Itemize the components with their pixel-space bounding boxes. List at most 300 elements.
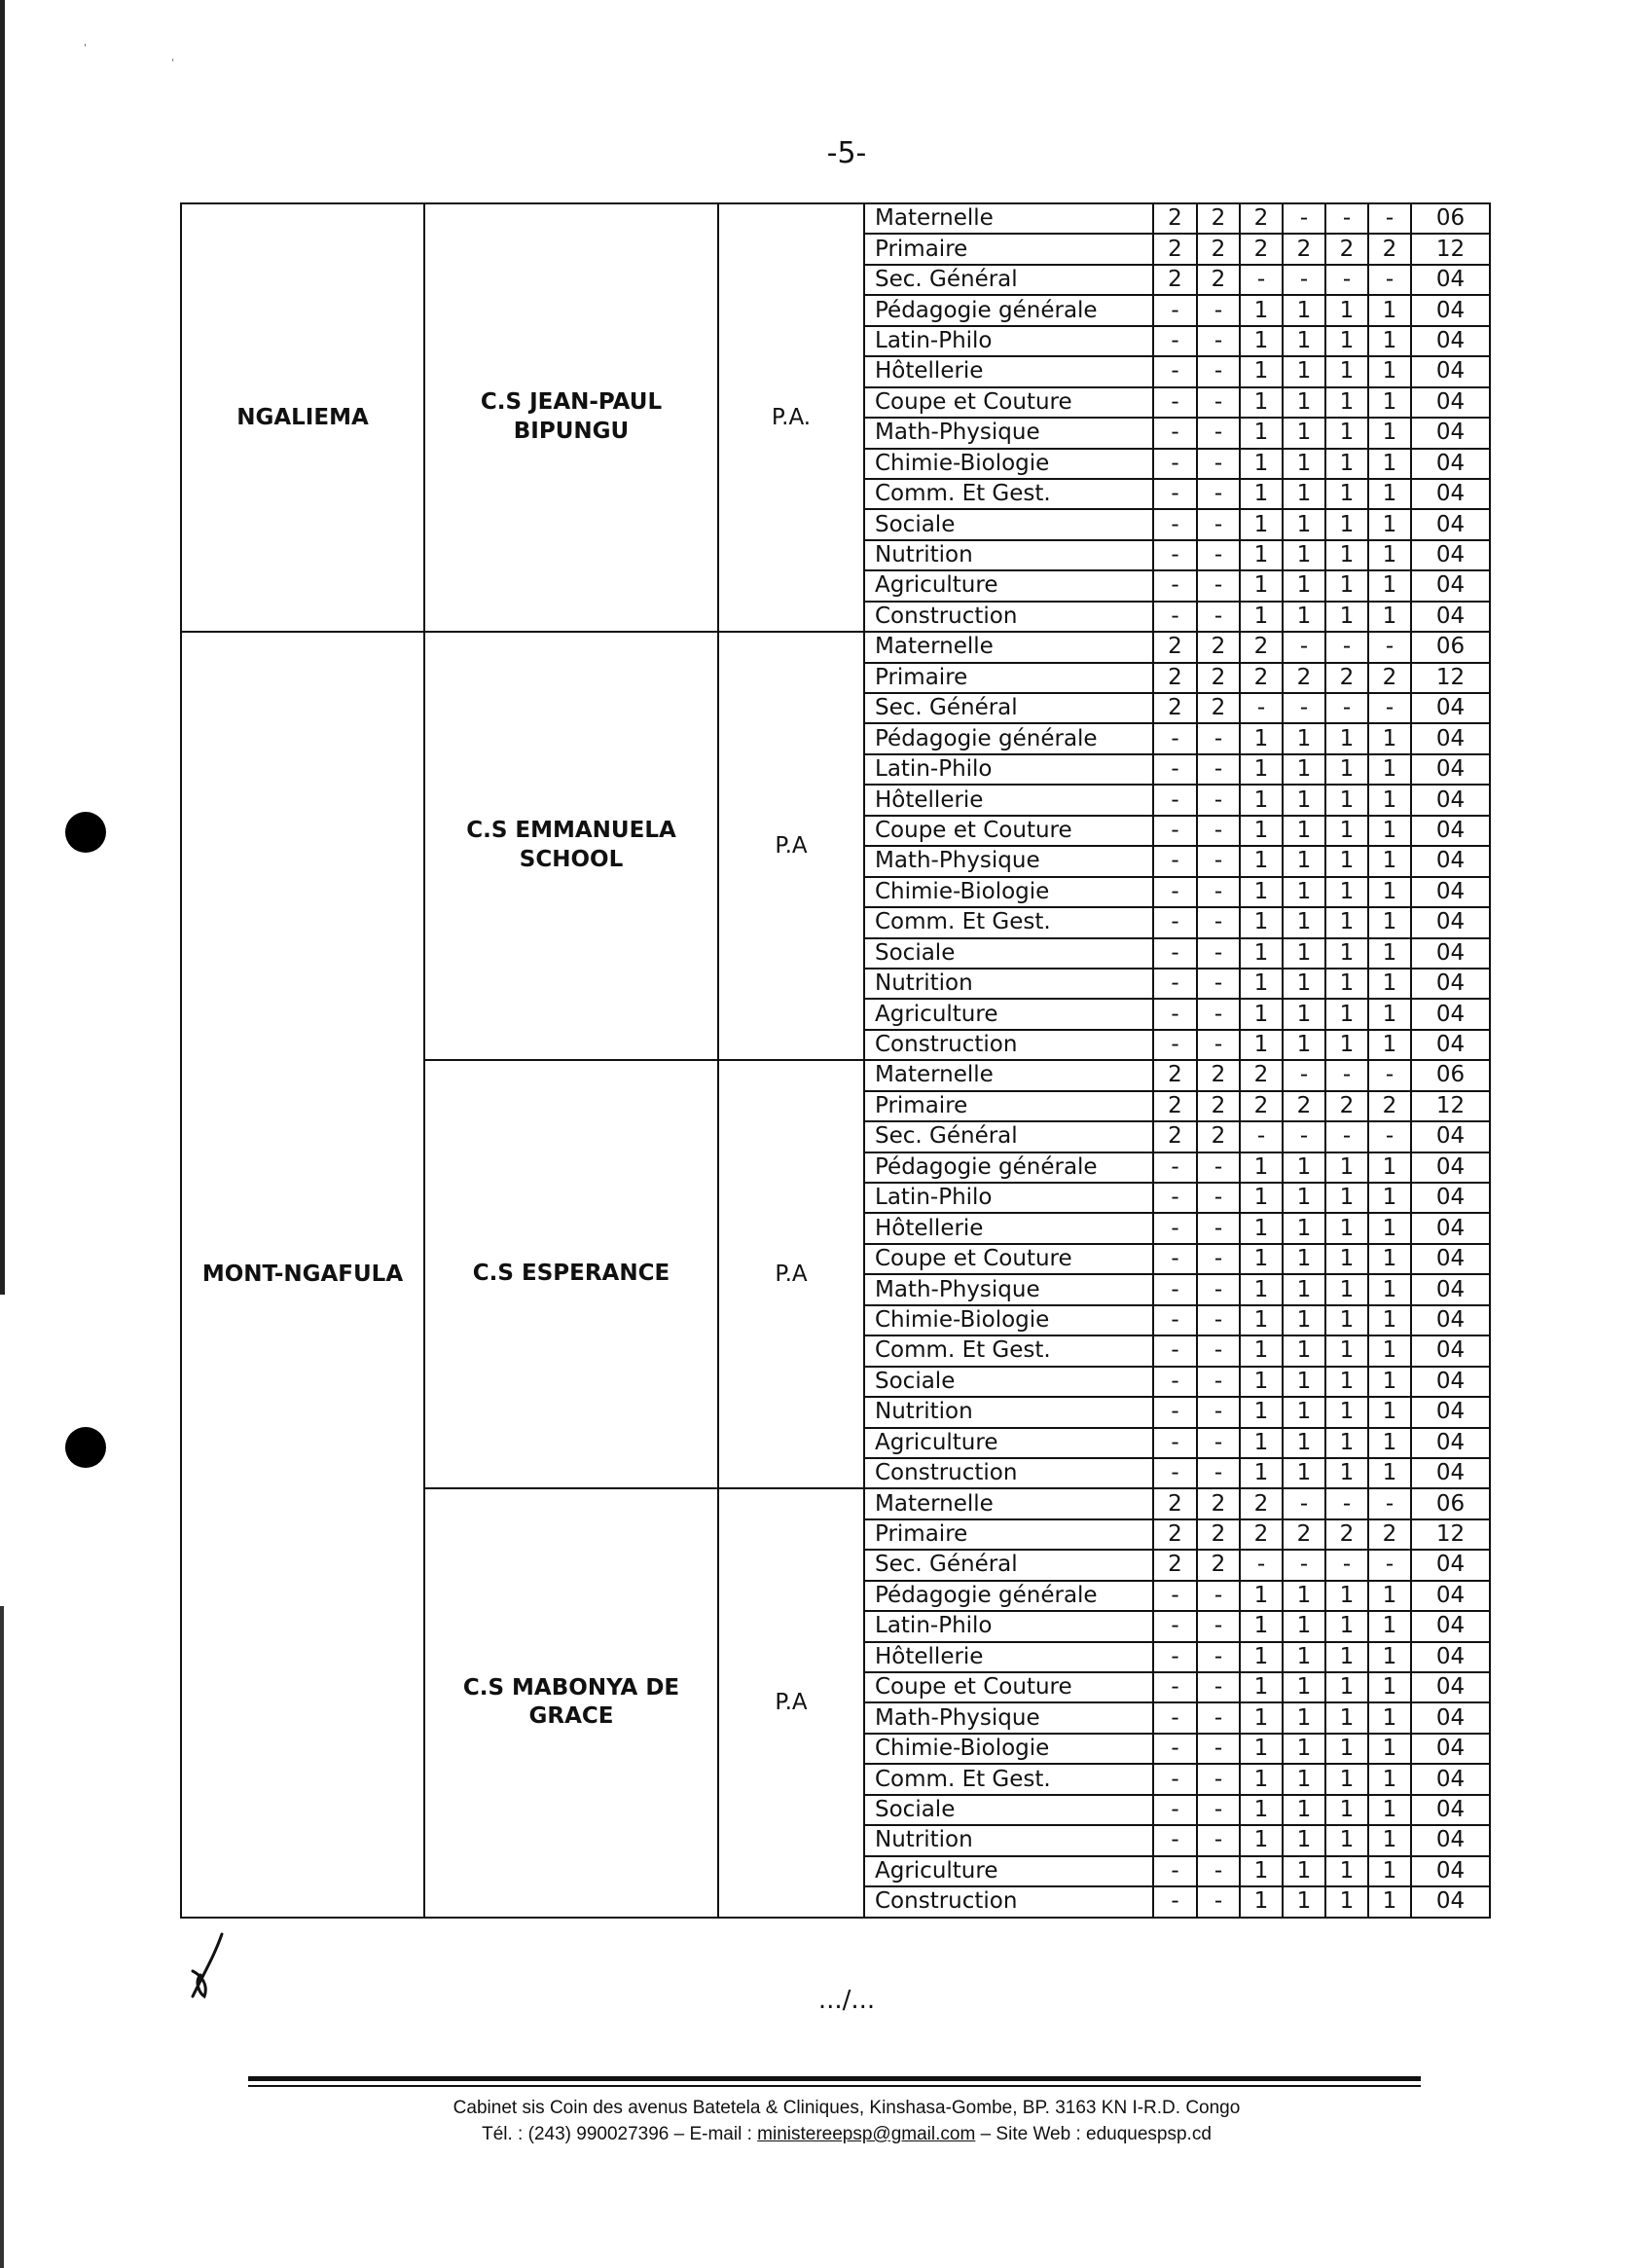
class-count: 1: [1368, 1397, 1411, 1427]
total-count: 04: [1411, 540, 1490, 570]
class-count: 1: [1283, 449, 1325, 479]
class-count: 1: [1325, 1611, 1368, 1641]
class-count: 1: [1283, 1305, 1325, 1335]
class-count: 1: [1240, 1152, 1283, 1183]
class-count: -: [1153, 1428, 1197, 1458]
school-regime: P.A: [718, 1488, 864, 1917]
class-count: -: [1240, 265, 1283, 295]
subject-name: Coupe et Couture: [864, 387, 1153, 418]
class-count: 1: [1283, 1764, 1325, 1794]
subject-name: Chimie-Biologie: [864, 449, 1153, 479]
footer-site-label: – Site Web :: [975, 2124, 1086, 2144]
class-count: 2: [1153, 1519, 1197, 1550]
class-count: 1: [1325, 1030, 1368, 1060]
subject-name: Nutrition: [864, 1825, 1153, 1855]
total-count: 04: [1411, 1244, 1490, 1274]
class-count: -: [1197, 969, 1240, 999]
class-count: 1: [1368, 846, 1411, 876]
class-count: 1: [1325, 1795, 1368, 1825]
class-count: -: [1153, 570, 1197, 601]
subject-name: Maternelle: [864, 203, 1153, 234]
total-count: 04: [1411, 1213, 1490, 1243]
class-count: -: [1197, 326, 1240, 356]
subject-name: Coupe et Couture: [864, 1244, 1153, 1274]
class-count: -: [1283, 693, 1325, 723]
class-count: -: [1283, 632, 1325, 662]
total-count: 04: [1411, 999, 1490, 1029]
class-count: 2: [1240, 203, 1283, 234]
class-count: 2: [1197, 203, 1240, 234]
class-count: -: [1153, 1825, 1197, 1855]
class-count: 1: [1240, 1764, 1283, 1794]
total-count: 04: [1411, 509, 1490, 539]
class-count: 1: [1283, 723, 1325, 753]
class-count: 2: [1283, 234, 1325, 264]
class-count: 1: [1368, 816, 1411, 846]
class-count: 1: [1283, 570, 1325, 601]
subject-name: Math-Physique: [864, 418, 1153, 448]
class-count: -: [1197, 723, 1240, 753]
class-count: 1: [1240, 602, 1283, 632]
class-count: -: [1153, 449, 1197, 479]
class-count: 1: [1325, 418, 1368, 448]
class-count: 1: [1240, 754, 1283, 785]
subject-name: Pédagogie générale: [864, 1581, 1153, 1611]
subject-name: Sociale: [864, 509, 1153, 539]
table-row: [181, 632, 1490, 662]
class-count: 1: [1325, 1642, 1368, 1672]
class-count: 1: [1240, 1611, 1283, 1641]
class-count: 1: [1325, 846, 1368, 876]
class-count: -: [1197, 1183, 1240, 1213]
class-count: -: [1368, 265, 1411, 295]
class-count: -: [1197, 907, 1240, 937]
subject-name: Construction: [864, 1886, 1153, 1917]
class-count: 2: [1153, 1091, 1197, 1121]
total-count: 04: [1411, 1856, 1490, 1886]
class-count: -: [1197, 1152, 1240, 1183]
class-count: -: [1283, 1488, 1325, 1518]
class-count: 1: [1368, 1764, 1411, 1794]
class-count: 1: [1368, 1458, 1411, 1488]
total-count: 04: [1411, 602, 1490, 632]
subject-name: Sec. Général: [864, 693, 1153, 723]
class-count: 1: [1240, 723, 1283, 753]
subject-name: Maternelle: [864, 1060, 1153, 1090]
scan-speck: ,: [171, 53, 175, 63]
class-count: 2: [1325, 234, 1368, 264]
footer-address: Cabinet sis Coin des avenus Batetela & Cliniques, Kinshasa-Gombe, BP. 3163 KN I-R.D. Congo: [453, 2098, 1241, 2118]
subject-name: Hôtellerie: [864, 1213, 1153, 1243]
class-count: -: [1197, 816, 1240, 846]
class-count: -: [1197, 1397, 1240, 1427]
class-count: -: [1153, 326, 1197, 356]
subject-name: Sociale: [864, 1795, 1153, 1825]
class-count: 1: [1283, 1183, 1325, 1213]
class-count: 1: [1368, 1856, 1411, 1886]
class-count: 1: [1325, 999, 1368, 1029]
subject-name: Nutrition: [864, 969, 1153, 999]
class-count: 2: [1153, 663, 1197, 693]
total-count: 04: [1411, 877, 1490, 907]
subject-name: Pédagogie générale: [864, 723, 1153, 753]
footer-website[interactable]: eduquespsp.cd: [1086, 2124, 1212, 2144]
class-count: -: [1153, 1672, 1197, 1702]
class-count: 1: [1283, 1274, 1325, 1304]
class-count: 1: [1368, 1825, 1411, 1855]
class-count: -: [1197, 1213, 1240, 1243]
subject-name: Hôtellerie: [864, 1642, 1153, 1672]
class-count: -: [1197, 418, 1240, 448]
class-count: -: [1197, 1611, 1240, 1641]
class-count: -: [1197, 449, 1240, 479]
schools-table: [180, 202, 1491, 1919]
class-count: -: [1368, 632, 1411, 662]
class-count: -: [1325, 203, 1368, 234]
class-count: 1: [1283, 1030, 1325, 1060]
class-count: 1: [1240, 969, 1283, 999]
class-count: -: [1153, 1702, 1197, 1733]
footer-email[interactable]: ministereepsp@gmail.com: [757, 2124, 976, 2144]
class-count: 2: [1153, 203, 1197, 234]
class-count: 1: [1325, 816, 1368, 846]
class-count: 1: [1283, 1152, 1325, 1183]
school-regime: P.A: [718, 1060, 864, 1488]
class-count: 1: [1325, 540, 1368, 570]
class-count: 1: [1325, 907, 1368, 937]
class-count: -: [1197, 1458, 1240, 1488]
total-count: 04: [1411, 1121, 1490, 1152]
total-count: 04: [1411, 816, 1490, 846]
class-count: 2: [1197, 1060, 1240, 1090]
class-count: 2: [1197, 1519, 1240, 1550]
class-count: 1: [1240, 540, 1283, 570]
class-count: -: [1197, 1367, 1240, 1397]
class-count: -: [1153, 1734, 1197, 1764]
class-count: 1: [1325, 1305, 1368, 1335]
class-count: -: [1197, 1030, 1240, 1060]
class-count: -: [1153, 754, 1197, 785]
total-count: 04: [1411, 1152, 1490, 1183]
class-count: 1: [1283, 1642, 1325, 1672]
class-count: -: [1153, 1335, 1197, 1366]
class-count: -: [1153, 1152, 1197, 1183]
subject-name: Comm. Et Gest.: [864, 907, 1153, 937]
total-count: 04: [1411, 1397, 1490, 1427]
class-count: 1: [1240, 999, 1283, 1029]
class-count: 1: [1283, 754, 1325, 785]
class-count: -: [1153, 723, 1197, 753]
class-count: -: [1197, 295, 1240, 325]
class-count: 1: [1283, 938, 1325, 969]
subject-name: Chimie-Biologie: [864, 1734, 1153, 1764]
subject-name: Agriculture: [864, 570, 1153, 601]
school-regime: P.A.: [718, 203, 864, 632]
class-count: -: [1325, 265, 1368, 295]
class-count: 1: [1325, 1581, 1368, 1611]
class-count: -: [1153, 785, 1197, 815]
subject-name: Nutrition: [864, 1397, 1153, 1427]
class-count: 1: [1240, 326, 1283, 356]
class-count: -: [1325, 1121, 1368, 1152]
class-count: 1: [1325, 754, 1368, 785]
class-count: 1: [1283, 846, 1325, 876]
class-count: 1: [1368, 295, 1411, 325]
total-count: 04: [1411, 1764, 1490, 1794]
class-count: -: [1153, 418, 1197, 448]
subject-name: Maternelle: [864, 632, 1153, 662]
class-count: 2: [1240, 1060, 1283, 1090]
class-count: 1: [1368, 1274, 1411, 1304]
class-count: 1: [1325, 602, 1368, 632]
total-count: 04: [1411, 1611, 1490, 1641]
subject-name: Comm. Et Gest.: [864, 1764, 1153, 1794]
class-count: -: [1153, 1764, 1197, 1794]
class-count: -: [1153, 1367, 1197, 1397]
class-count: 2: [1197, 1488, 1240, 1518]
subject-name: Coupe et Couture: [864, 1672, 1153, 1702]
subject-name: Latin-Philo: [864, 326, 1153, 356]
total-count: 04: [1411, 418, 1490, 448]
footer-rule: [248, 2076, 1421, 2081]
total-count: 04: [1411, 693, 1490, 723]
subject-name: Agriculture: [864, 1856, 1153, 1886]
class-count: -: [1153, 1581, 1197, 1611]
subject-name: Math-Physique: [864, 1274, 1153, 1304]
class-count: 1: [1283, 785, 1325, 815]
class-count: -: [1368, 693, 1411, 723]
class-count: -: [1153, 969, 1197, 999]
class-count: 1: [1283, 509, 1325, 539]
class-count: 2: [1368, 1519, 1411, 1550]
class-count: 1: [1368, 999, 1411, 1029]
class-count: 1: [1325, 1274, 1368, 1304]
total-count: 04: [1411, 1335, 1490, 1366]
class-count: 1: [1368, 1581, 1411, 1611]
class-count: 2: [1240, 632, 1283, 662]
subject-name: Hôtellerie: [864, 785, 1153, 815]
class-count: 2: [1197, 1091, 1240, 1121]
class-count: -: [1153, 479, 1197, 509]
total-count: 04: [1411, 449, 1490, 479]
class-count: -: [1153, 1397, 1197, 1427]
class-count: 1: [1240, 1702, 1283, 1733]
class-count: 1: [1368, 969, 1411, 999]
class-count: 1: [1325, 1335, 1368, 1366]
total-count: 04: [1411, 938, 1490, 969]
class-count: 1: [1368, 907, 1411, 937]
subject-name: Comm. Et Gest.: [864, 1335, 1153, 1366]
total-count: 06: [1411, 1488, 1490, 1518]
class-count: 1: [1240, 1244, 1283, 1274]
class-count: -: [1197, 1825, 1240, 1855]
class-count: 1: [1283, 1244, 1325, 1274]
class-count: 2: [1240, 1519, 1283, 1550]
class-count: 1: [1240, 1825, 1283, 1855]
class-count: -: [1197, 1335, 1240, 1366]
class-count: 1: [1240, 1367, 1283, 1397]
class-count: -: [1153, 540, 1197, 570]
subject-name: Maternelle: [864, 1488, 1153, 1518]
footer-phone: Tél. : (243) 990027396 – E-mail :: [482, 2124, 758, 2144]
class-count: 1: [1325, 1152, 1368, 1183]
class-count: 1: [1325, 1734, 1368, 1764]
class-count: 2: [1197, 632, 1240, 662]
subject-name: Coupe et Couture: [864, 816, 1153, 846]
class-count: -: [1153, 509, 1197, 539]
class-count: -: [1153, 1458, 1197, 1488]
class-count: -: [1153, 1030, 1197, 1060]
class-count: 1: [1325, 295, 1368, 325]
class-count: 1: [1368, 449, 1411, 479]
class-count: 1: [1283, 1825, 1325, 1855]
subject-name: Hôtellerie: [864, 356, 1153, 386]
total-count: 04: [1411, 1183, 1490, 1213]
class-count: 1: [1325, 785, 1368, 815]
class-count: 2: [1283, 663, 1325, 693]
class-count: 1: [1368, 1152, 1411, 1183]
class-count: 1: [1325, 1856, 1368, 1886]
class-count: 1: [1368, 1428, 1411, 1458]
class-count: -: [1368, 203, 1411, 234]
scan-edge: [0, 0, 5, 1295]
class-count: -: [1197, 1886, 1240, 1917]
punch-hole: [65, 1427, 106, 1468]
subject-name: Comm. Et Gest.: [864, 479, 1153, 509]
total-count: 04: [1411, 356, 1490, 386]
class-count: -: [1153, 1795, 1197, 1825]
subject-name: Primaire: [864, 234, 1153, 264]
class-count: -: [1325, 693, 1368, 723]
class-count: 1: [1240, 1274, 1283, 1304]
total-count: 04: [1411, 754, 1490, 785]
class-count: -: [1197, 938, 1240, 969]
school-regime: P.A: [718, 632, 864, 1060]
class-count: 2: [1283, 1091, 1325, 1121]
class-count: -: [1283, 1060, 1325, 1090]
class-count: 1: [1325, 1367, 1368, 1397]
class-count: 1: [1283, 1367, 1325, 1397]
class-count: 2: [1368, 234, 1411, 264]
class-count: 1: [1325, 326, 1368, 356]
class-count: 1: [1325, 1458, 1368, 1488]
class-count: 1: [1240, 1795, 1283, 1825]
class-count: 1: [1283, 418, 1325, 448]
class-count: 1: [1368, 1305, 1411, 1335]
class-count: 1: [1283, 1335, 1325, 1366]
class-count: 1: [1283, 1458, 1325, 1488]
class-count: 1: [1325, 356, 1368, 386]
total-count: 04: [1411, 1550, 1490, 1580]
class-count: 2: [1240, 234, 1283, 264]
class-count: 2: [1368, 1091, 1411, 1121]
class-count: -: [1197, 1581, 1240, 1611]
subject-name: Construction: [864, 1458, 1153, 1488]
total-count: 12: [1411, 663, 1490, 693]
class-count: 1: [1325, 938, 1368, 969]
class-count: 2: [1325, 1091, 1368, 1121]
class-count: 1: [1368, 479, 1411, 509]
continuation-mark: .../...: [817, 1986, 876, 2015]
class-count: -: [1197, 356, 1240, 386]
class-count: 1: [1283, 1886, 1325, 1917]
class-count: 1: [1240, 1886, 1283, 1917]
class-count: 1: [1240, 356, 1283, 386]
class-count: 1: [1283, 1856, 1325, 1886]
class-count: 1: [1368, 1642, 1411, 1672]
total-count: 04: [1411, 785, 1490, 815]
class-count: -: [1197, 387, 1240, 418]
subject-name: Latin-Philo: [864, 1611, 1153, 1641]
class-count: -: [1153, 1213, 1197, 1243]
class-count: -: [1197, 1305, 1240, 1335]
class-count: 1: [1283, 1581, 1325, 1611]
class-count: 1: [1325, 1825, 1368, 1855]
class-count: 1: [1368, 1611, 1411, 1641]
class-count: 1: [1240, 846, 1283, 876]
total-count: 04: [1411, 1428, 1490, 1458]
class-count: 1: [1368, 1795, 1411, 1825]
class-count: -: [1153, 877, 1197, 907]
total-count: 04: [1411, 1367, 1490, 1397]
class-count: 1: [1368, 1886, 1411, 1917]
class-count: 2: [1240, 1091, 1283, 1121]
class-count: -: [1368, 1060, 1411, 1090]
class-count: 1: [1325, 387, 1368, 418]
class-count: 2: [1197, 265, 1240, 295]
class-count: 1: [1368, 1702, 1411, 1733]
class-count: -: [1197, 846, 1240, 876]
class-count: -: [1240, 693, 1283, 723]
total-count: 04: [1411, 295, 1490, 325]
class-count: -: [1153, 846, 1197, 876]
total-count: 04: [1411, 1458, 1490, 1488]
class-count: 1: [1240, 1734, 1283, 1764]
class-count: 1: [1368, 785, 1411, 815]
class-count: -: [1153, 387, 1197, 418]
total-count: 04: [1411, 326, 1490, 356]
class-count: -: [1197, 999, 1240, 1029]
subject-name: Sec. Général: [864, 1121, 1153, 1152]
class-count: 1: [1240, 877, 1283, 907]
class-count: 1: [1283, 1397, 1325, 1427]
class-count: -: [1153, 907, 1197, 937]
class-count: 1: [1240, 785, 1283, 815]
class-count: 1: [1240, 1856, 1283, 1886]
class-count: -: [1153, 295, 1197, 325]
class-count: 1: [1368, 754, 1411, 785]
total-count: 04: [1411, 1825, 1490, 1855]
total-count: 04: [1411, 387, 1490, 418]
class-count: 1: [1325, 1244, 1368, 1274]
class-count: -: [1368, 1550, 1411, 1580]
total-count: 04: [1411, 1274, 1490, 1304]
total-count: 12: [1411, 1091, 1490, 1121]
subject-name: Construction: [864, 1030, 1153, 1060]
class-count: 1: [1283, 1734, 1325, 1764]
class-count: 2: [1240, 663, 1283, 693]
total-count: 04: [1411, 969, 1490, 999]
total-count: 06: [1411, 1060, 1490, 1090]
subject-name: Latin-Philo: [864, 1183, 1153, 1213]
class-count: -: [1283, 1550, 1325, 1580]
class-count: 1: [1240, 1335, 1283, 1366]
total-count: 12: [1411, 1519, 1490, 1550]
class-count: 2: [1197, 663, 1240, 693]
class-count: 1: [1368, 1183, 1411, 1213]
class-count: -: [1153, 1244, 1197, 1274]
class-count: -: [1325, 632, 1368, 662]
